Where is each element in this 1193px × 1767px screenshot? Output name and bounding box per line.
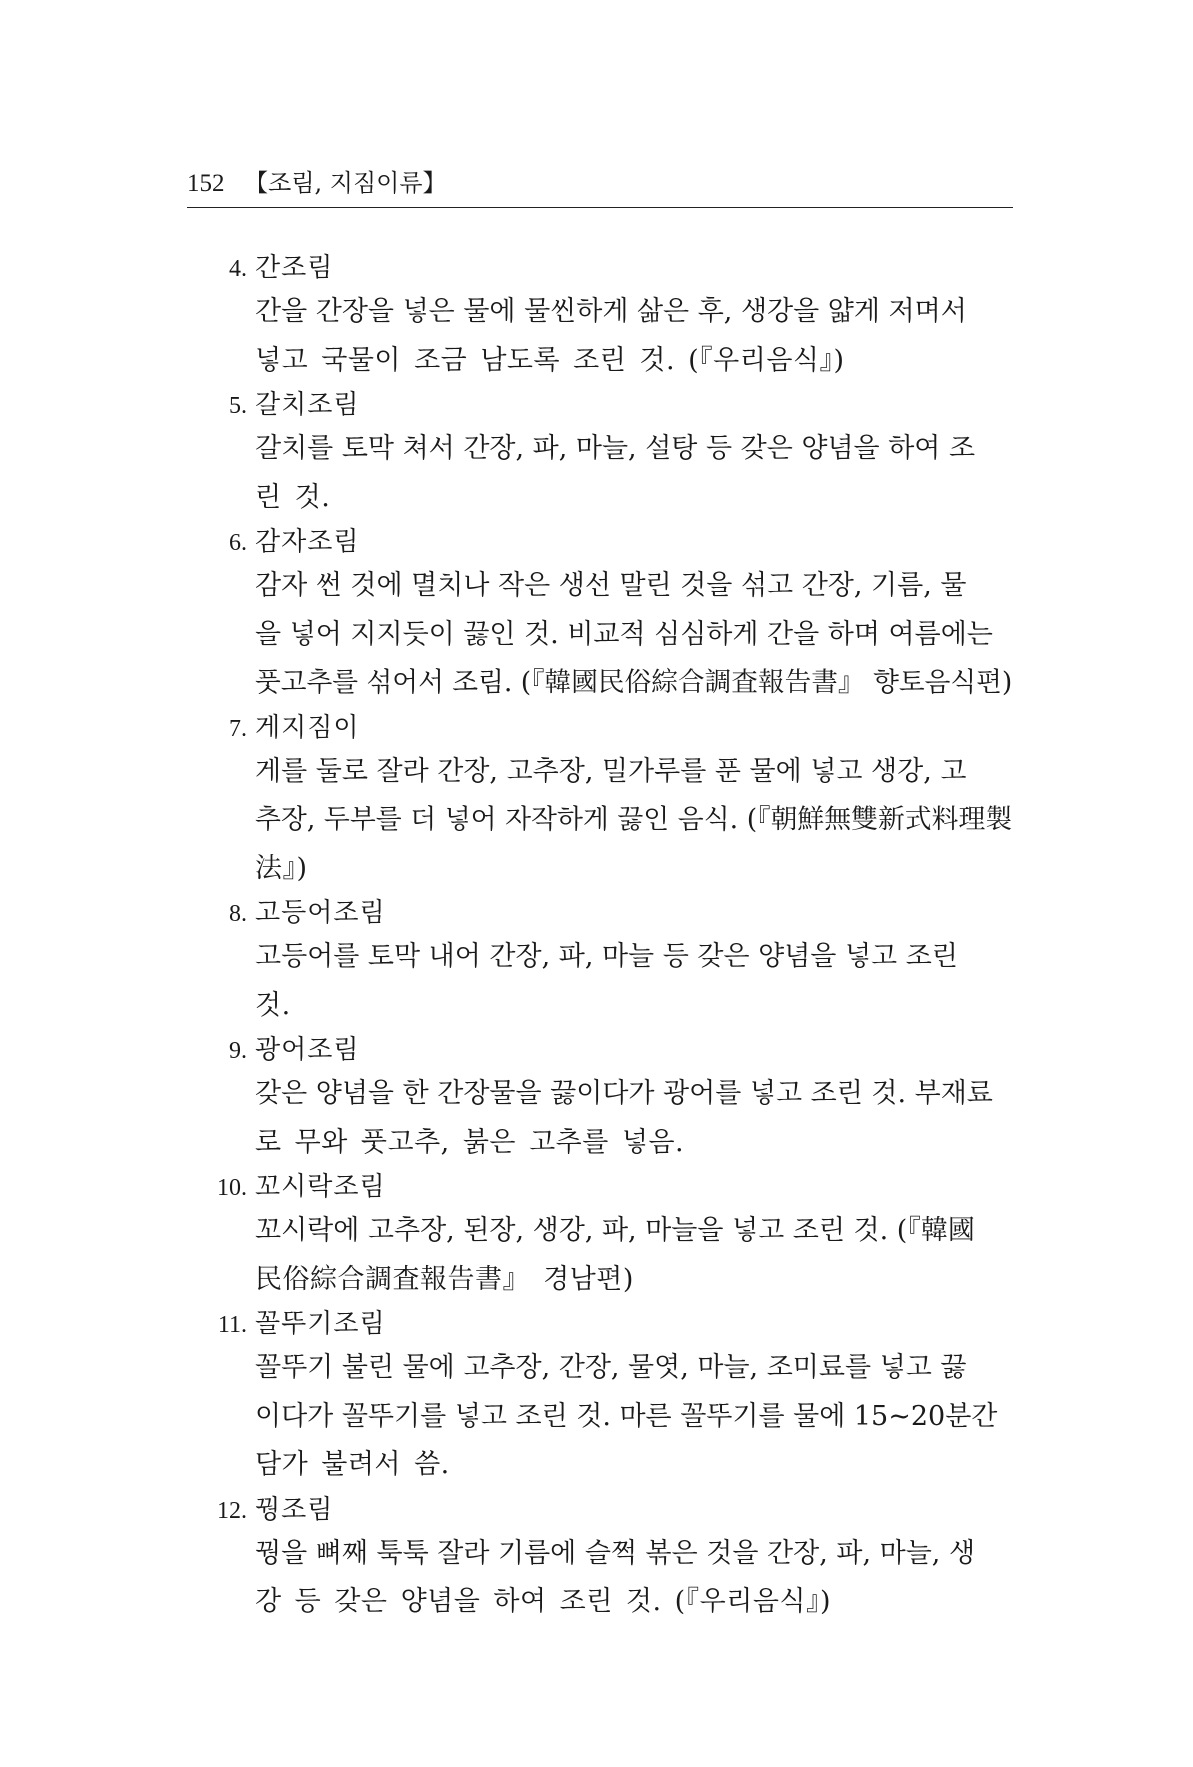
entry-heading — [187, 1490, 1013, 1530]
entry-heading — [187, 522, 1013, 562]
description-line: 꿩을 뼈째 툭툭 잘라 기름에 슬쩍 볶은 것을 간장, 파, 마늘, 생 — [255, 1537, 976, 1569]
entry — [187, 1304, 1013, 1490]
entry-description — [247, 425, 1013, 522]
entry — [187, 1167, 1013, 1304]
entry-number: 10. — [217, 1175, 247, 1201]
description-line: 갈치를 토막 쳐서 간장, 파, 마늘, 설탕 등 갖은 양념을 하여 조 — [255, 433, 976, 464]
description-line: 강 등 갖은 양념을 하여 조린 것. (『우리음식』) — [255, 1586, 832, 1617]
entry-number: 12. — [217, 1497, 247, 1524]
entry-heading — [187, 248, 1013, 288]
entry-title: 꼬시락조림 — [255, 1172, 386, 1202]
description-line: 담가 불려서 씀. — [255, 1449, 450, 1480]
entry-title: 감자조림 — [255, 527, 360, 557]
description-line: 로 무와 풋고추, 붉은 고추를 넣음. — [255, 1126, 685, 1158]
description-line: 꼬시락에 고추장, 된장, 생강, 파, 마늘을 넣고 조린 것. (『韓國 — [255, 1215, 975, 1246]
description-line: 간을 간장을 넣은 물에 물씬하게 삶은 후, 생강을 얇게 저며서 — [255, 296, 967, 327]
entry — [187, 893, 1013, 1030]
entry — [187, 248, 1013, 385]
entry — [187, 385, 1013, 522]
entry-description — [247, 1344, 1013, 1490]
entry-description — [247, 933, 1013, 1030]
entry-heading — [187, 708, 1013, 748]
description-line: 고등어를 토막 내어 간장, 파, 마늘 등 갖은 양념을 넣고 조린 — [255, 941, 958, 972]
description-line: 것. — [255, 989, 291, 1021]
page-number: 152 — [187, 170, 225, 197]
entry-number: 5. — [229, 393, 247, 419]
entry-title: 고등어조림 — [255, 898, 386, 928]
description-line: 갖은 양념을 한 간장물을 끓이다가 광어를 넣고 조린 것. 부재료 — [255, 1078, 993, 1109]
entry-description — [247, 288, 1013, 385]
entry-number: 11. — [217, 1312, 247, 1338]
entry — [187, 1030, 1013, 1167]
entry-title: 갈치조림 — [255, 390, 360, 420]
entry-description — [247, 1530, 1013, 1627]
description-line: 넣고 국물이 조금 남도록 조린 것. (『우리음식』) — [255, 344, 845, 376]
running-header — [187, 168, 1013, 208]
entry-description — [247, 562, 1013, 708]
entry-heading — [187, 1167, 1013, 1207]
description-line: 린 것. — [255, 481, 331, 513]
description-line: 이다가 꼴뚜기를 넣고 조린 것. 마른 꼴뚜기를 물에 15~20분간 — [255, 1400, 998, 1432]
section-title: 【조림, 지짐이류】 — [244, 169, 447, 197]
entry — [187, 1490, 1013, 1627]
entry-description — [247, 748, 1013, 894]
entry-description — [247, 1207, 1013, 1304]
entry-number: 6. — [229, 530, 247, 556]
entry-number: 7. — [229, 715, 247, 742]
entry-title: 꿩조림 — [255, 1494, 334, 1525]
entry-number: 8. — [229, 901, 247, 927]
entry-number: 9. — [229, 1038, 247, 1064]
description-line: 民俗綜合調査報告書』 경남편) — [255, 1263, 634, 1295]
header-rule — [187, 207, 1013, 208]
description-line: 풋고추를 섞어서 조림. (『韓國民俗綜合調査報告書』 향토음식편) — [255, 667, 1013, 698]
entry-title: 간조림 — [255, 253, 334, 283]
entry-heading — [187, 1030, 1013, 1070]
entry — [187, 708, 1013, 894]
description-line: 추장, 두부를 더 넣어 자작하게 끓인 음식. (『朝鮮無雙新式料理製 — [255, 804, 1013, 835]
entry-title: 꼴뚜기조림 — [255, 1309, 386, 1339]
entry-heading — [187, 385, 1013, 425]
entry-heading — [187, 893, 1013, 933]
entry-list — [187, 248, 1013, 1627]
description-line: 法』) — [255, 852, 308, 884]
description-line: 을 넣어 지지듯이 끓인 것. 비교적 심심하게 간을 하며 여름에는 — [255, 618, 993, 650]
description-line: 꼴뚜기 불린 물에 고추장, 간장, 물엿, 마늘, 조미료를 넣고 끓 — [255, 1352, 967, 1383]
entry-description — [247, 1070, 1013, 1167]
entry-title: 광어조림 — [255, 1035, 360, 1065]
entry-number: 4. — [229, 256, 247, 282]
description-line: 감자 썬 것에 멸치나 작은 생선 말린 것을 섞고 간장, 기름, 물 — [255, 570, 967, 601]
description-line: 게를 둘로 잘라 간장, 고추장, 밀가루를 푼 물에 넣고 생강, 고 — [255, 755, 967, 787]
entry-title: 게지짐이 — [255, 712, 360, 743]
entry — [187, 522, 1013, 708]
entry-heading — [187, 1304, 1013, 1344]
